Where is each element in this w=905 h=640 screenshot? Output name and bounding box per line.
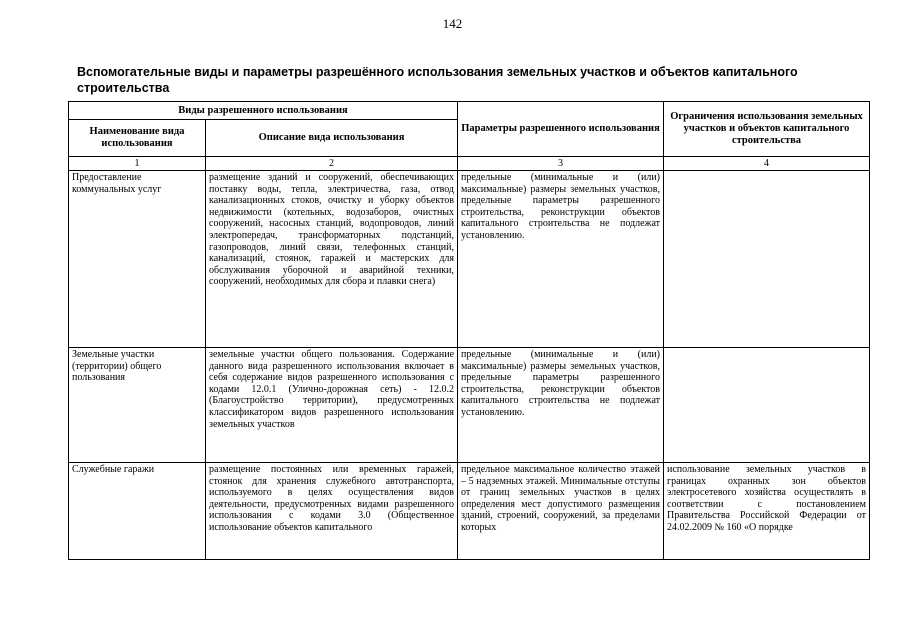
header-parameters: Параметры разрешенного использования [458,102,664,157]
column-number: 4 [664,157,870,171]
header-description: Описание вида использования [206,120,458,157]
row-name: Предоставление коммунальных услуг [69,171,206,348]
row-description: размещение постоянных или временных гаражей, стоянок для хранения служебного автотранспорта, используемого в целях осуществления видов деятельности, предусмотренных видами разрешенного использования с кодами 3.0 (Общественное использование объектов капитального [206,463,458,560]
row-restrictions [664,348,870,463]
table-header-row-1 [69,102,870,120]
column-number: 2 [206,157,458,171]
row-description: земельные участки общего пользования. Содержание данного вида разрешенного использования включает в себя содержание видов разрешенного использования с кодами 12.0.1 (Улично-дорожная сеть) - 12.0.2 (Благоустройство территории), предусмотренных классификатором видов разрешенного использования земельных участков [206,348,458,463]
row-parameters: предельные (минимальные и (или) максимальные) размеры земельных участков, предельные параметры разрешенного строительства, реконструкции объектов капитального строительства не подлежат установлению. [458,348,664,463]
page-number: 142 [442,16,463,31]
row-name: Земельные участки (территории) общего пользования [69,348,206,463]
group-header: Виды разрешенного использования [69,102,458,120]
document-title: Вспомогательные виды и параметры разрешённого использования земельных участков и объектов капитального строительства [77,65,798,95]
row-restrictions: использование земельных участков в границах охранных зон объектов электросетевого хозяйства осуществлять в соответствии с постановлением Правительства Российской Федерации от 24.02.2009 № 160 «О порядке [664,463,870,560]
table-row [69,348,870,463]
column-number: 1 [69,157,206,171]
column-number: 3 [458,157,664,171]
row-description: размещение зданий и сооружений, обеспечивающих поставку воды, тепла, электричества, газа, отвод канализационных стоков, очистку и уборку объектов недвижимости (котельных, водозаборов, очистных сооружений, насосных станций, водопроводов, линий электропередач, трансформаторных подстанций, газопроводов, линий связи, телефонных станций, канализаций, стоянок, гаражей и мастерских для обслуживания уборочной и аварийной техники, сооружений, необходимых для сбора и плавки снега) [206,171,458,348]
table-row [69,171,870,348]
row-name: Служебные гаражи [69,463,206,560]
row-parameters: предельные (минимальные и (или) максимальные) размеры земельных участков, предельные параметры разрешенного строительства, реконструкции объектов капитального строительства не подлежат установлению. [458,171,664,348]
header-restrictions: Ограничения использования земельных участков и объектов капитального строительства [664,102,870,157]
header-name: Наименование вида использования [69,120,206,157]
column-numbers-row [69,157,870,171]
row-restrictions [664,171,870,348]
table-row [69,463,870,560]
row-parameters: предельное максимальное количество этажей – 5 надземных этажей. Минимальные отступы от границ земельных участков в целях определения мест допустимого размещения зданий, строений, сооружений, за пределами которых [458,463,664,560]
land-use-table [68,101,870,560]
